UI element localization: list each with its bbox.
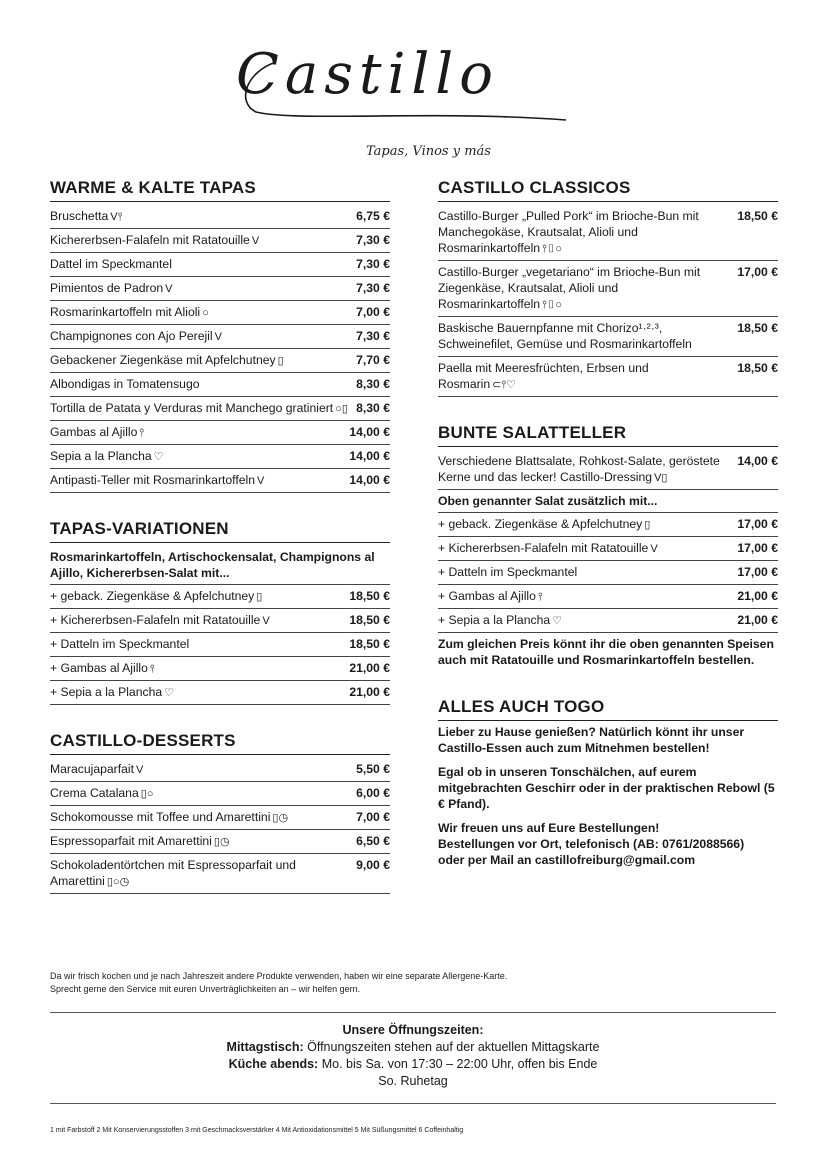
allergen-icons: V [136, 764, 144, 776]
togo-p1: Lieber zu Hause genießen? Natürlich könnt ihr unser Castillo-Essen auch zum Mitnehmen bestellen! [438, 725, 745, 755]
item-name [50, 660, 349, 677]
menu-row [438, 357, 778, 397]
item-price: 17,00 € [737, 517, 778, 531]
salat-intro: Oben genannter Salat zusätzlich mit... [438, 490, 778, 513]
menu-row [50, 373, 390, 397]
left-column [50, 178, 390, 894]
item-name [438, 360, 737, 393]
item-price: 18,50 € [349, 589, 390, 603]
item-name-text: Crema Catalana [50, 786, 139, 800]
allergen-icons: ⫯ [139, 427, 145, 439]
item-price: 7,70 € [356, 353, 390, 367]
item-price: 17,00 € [737, 541, 778, 555]
item-name-text: Maracujaparfait [50, 762, 134, 776]
item-name-text: + geback. Ziegenkäse & Apfelchutney [50, 589, 255, 603]
item-price: 21,00 € [349, 685, 390, 699]
item-name [50, 424, 349, 441]
section-title-variationen: TAPAS-VARIATIONEN [50, 519, 390, 543]
menu-row [50, 585, 390, 609]
allergen-icons: ▯ [277, 355, 284, 367]
logo-word: Castillo [236, 42, 499, 107]
item-price: 8,30 € [356, 377, 390, 391]
item-name-text: Gambas al Ajillo [50, 425, 138, 439]
item-name [438, 612, 737, 629]
section-title-classicos: CASTILLO CLASSICOS [438, 178, 778, 202]
item-price: 7,30 € [356, 281, 390, 295]
item-name-text: Antipasti-Teller mit Rosmarinkartoffeln [50, 473, 256, 487]
item-price: 17,00 € [737, 265, 778, 279]
allergen-icons: V⫯ [110, 211, 123, 223]
item-name [50, 232, 356, 249]
item-price: 14,00 € [737, 454, 778, 468]
item-name-text: Paella mit Meeresfrüchten, Erbsen und Rosmarin [438, 361, 649, 391]
item-price: 21,00 € [737, 613, 778, 627]
section-title-togo: ALLES AUCH TOGO [438, 697, 778, 721]
menu-row [438, 317, 778, 357]
item-price: 7,30 € [356, 329, 390, 343]
allergen-icons: V [650, 543, 658, 555]
menu-row [438, 585, 778, 609]
item-price: 14,00 € [349, 425, 390, 439]
section-title-salat: BUNTE SALATTELLER [438, 423, 778, 447]
item-name [50, 785, 356, 802]
salat-list [438, 513, 778, 633]
item-name [438, 320, 737, 353]
menu-row [50, 205, 390, 229]
togo-email: oder per Mail an castillofreiburg@gmail.com [438, 853, 696, 867]
item-name [50, 352, 356, 369]
allergen-icons: ⫯▯○ [542, 299, 562, 311]
divider-top [50, 1012, 776, 1013]
allergen-icons: V [251, 235, 260, 247]
allergen-icons: ▯ [644, 519, 651, 531]
item-name [50, 857, 356, 890]
menu-row [438, 561, 778, 585]
menu-row [438, 537, 778, 561]
menu-row [438, 609, 778, 633]
item-name-text: Espressoparfait mit Amarettini [50, 834, 212, 848]
menu-row [50, 609, 390, 633]
logo-subtitle: Tapas, Vinos y más [366, 144, 491, 159]
item-name-text: Schokomousse mit Toffee und Amarettini [50, 810, 271, 824]
item-name [50, 280, 356, 297]
item-name [438, 588, 737, 605]
allergen-icons: V▯ [654, 472, 668, 484]
allergen-icons: ♡ [164, 687, 175, 699]
togo-phone: Bestellungen vor Ort, telefonisch (AB: 0761/2088566) [438, 837, 745, 851]
warme-list [50, 205, 390, 493]
desserts-list [50, 758, 390, 894]
item-name [50, 612, 349, 629]
item-price: 9,00 € [356, 858, 390, 872]
item-name [50, 256, 356, 273]
menu-row [50, 854, 390, 894]
menu-row [50, 782, 390, 806]
menu-row [50, 301, 390, 325]
hours-l2-label: Küche abends: [228, 1057, 319, 1071]
divider-bottom [50, 1103, 776, 1104]
item-price: 7,00 € [356, 810, 390, 824]
menu-row [50, 806, 390, 830]
hours-line3: So. Ruhetag [378, 1074, 448, 1088]
item-price: 5,50 € [356, 762, 390, 776]
item-price: 21,00 € [737, 589, 778, 603]
menu-row [438, 450, 778, 490]
allergen-icons: ⊂⫯♡ [492, 379, 517, 391]
item-name [438, 208, 737, 257]
allergen-icons: ♡ [153, 451, 164, 463]
item-price: 18,50 € [737, 361, 778, 375]
item-name-text: Tortilla de Patata y Verduras mit Manchego gratiniert [50, 401, 334, 415]
allergen-icons: V [214, 331, 222, 343]
item-price: 18,50 € [349, 637, 390, 651]
allergen-icons: ▯○ [140, 788, 154, 800]
item-name [50, 400, 356, 417]
allergen-icons: V [257, 475, 265, 487]
menu-row [50, 758, 390, 782]
allergen-icons: ⫯ [537, 591, 543, 603]
item-price: 6,75 € [356, 209, 390, 223]
allergen-icons: V [262, 615, 270, 627]
item-name [50, 684, 349, 701]
item-name [50, 809, 356, 826]
item-name-text: Champignones con Ajo Perejil [50, 329, 213, 343]
allergen-icons: ▯◷ [272, 812, 289, 824]
item-name-text: Kichererbsen-Falafeln mit Ratatouille [50, 233, 250, 247]
hours-title: Unsere Öffnungszeiten: [342, 1023, 484, 1037]
menu-row [50, 681, 390, 705]
togo-p2: Egal ob in unseren Tonschälchen, auf eurem mitgebrachten Geschirr oder in der praktischen Rebowl (5 € Pfand). [438, 765, 775, 811]
item-name [438, 540, 737, 557]
item-name-text: Bruschetta [50, 209, 109, 223]
item-name-text: + Sepia a la Plancha [50, 685, 163, 699]
item-price: 14,00 € [349, 473, 390, 487]
item-name-text: + Kichererbsen-Falafeln mit Ratatouille [50, 613, 261, 627]
togo-p3a: Wir freuen uns auf Eure Bestellungen! [438, 821, 660, 835]
item-name-text: + Gambas al Ajillo [438, 589, 536, 603]
item-name [50, 208, 356, 225]
menu-row [50, 349, 390, 373]
item-name-text: Rosmarinkartoffeln mit Alioli [50, 305, 201, 319]
item-name-text: Dattel im Speckmantel [50, 257, 172, 271]
item-name-text: + Gambas al Ajillo [50, 661, 148, 675]
item-price: 6,50 € [356, 834, 390, 848]
item-name [438, 453, 737, 486]
variationen-intro: Rosmarinkartoffeln, Artischockensalat, Champignons al Ajillo, Kichererbsen-Salat mit... [50, 546, 390, 585]
allergen-icons: V [165, 283, 173, 295]
item-name-text: + Sepia a la Plancha [438, 613, 551, 627]
right-column [438, 178, 778, 876]
allergen-line2: Sprecht gerne den Service mit euren Unverträglichkeiten an – wir helfen gern. [50, 984, 361, 994]
allergen-icons: ▯◷ [213, 836, 230, 848]
hours-l1-text: Öffnungszeiten stehen auf der aktuellen Mittagskarte [303, 1040, 600, 1054]
item-price: 14,00 € [349, 449, 390, 463]
item-name [50, 833, 356, 850]
allergen-icons: ⫯ [149, 663, 155, 675]
item-price: 21,00 € [349, 661, 390, 675]
togo-p3 [438, 820, 778, 868]
item-name-text: Castillo-Burger „vegetariano“ im Brioche-Bun mit Ziegenkäse, Krautsalat, Alioli und Rosmarinkartoffeln [438, 265, 701, 311]
item-name-text: Albondigas in Tomatensugo [50, 377, 200, 391]
item-price: 18,50 € [349, 613, 390, 627]
item-name [50, 448, 349, 465]
classicos-list [438, 205, 778, 397]
menu-row [438, 513, 778, 537]
item-name-text: Pimientos de Padron [50, 281, 164, 295]
allergen-note [50, 970, 507, 996]
item-name [50, 636, 349, 653]
menu-row [50, 469, 390, 493]
section-title-desserts: CASTILLO-DESSERTS [50, 731, 390, 755]
item-name-text: Verschiedene Blattsalate, Rohkost-Salate, geröstete Kerne und das lecker! Castillo-Dressing [438, 454, 720, 484]
item-price: 6,00 € [356, 786, 390, 800]
menu-row [50, 657, 390, 681]
item-name-text: Schokoladentörtchen mit Espressoparfait und Amarettini [50, 858, 296, 888]
item-price: 7,30 € [356, 233, 390, 247]
item-name [50, 328, 356, 345]
item-name [438, 516, 737, 533]
togo-text [438, 724, 778, 868]
item-price: 7,00 € [356, 305, 390, 319]
hours-line1 [50, 1039, 776, 1056]
opening-hours [50, 1022, 776, 1090]
menu-row [438, 261, 778, 317]
item-name [50, 472, 349, 489]
menu-row [50, 633, 390, 657]
footnote: 1 mit Farbstoff 2 Mit Konservierungsstoffen 3 mit Geschmacksverstärker 4 Mit Antioxidationsmittel 5 Mit Süßungsmittel 6 Coffeinhaltig [50, 1127, 464, 1134]
item-name [50, 588, 349, 605]
item-price: 8,30 € [356, 401, 390, 415]
item-name-text: + Datteln im Speckmantel [438, 565, 578, 579]
variationen-list [50, 585, 390, 705]
item-name [438, 564, 737, 581]
allergen-icons: ▯ [256, 591, 263, 603]
item-name-text: Baskische Bauernpfanne mit Chorizo¹·²·³, Schweinefilet, Gemüse und Rosmarinkartoffeln [438, 321, 692, 351]
item-name-text: Gebackener Ziegenkäse mit Apfelchutney [50, 353, 276, 367]
menu-row [50, 397, 390, 421]
item-name-text: Sepia a la Plancha [50, 449, 152, 463]
menu-row [50, 229, 390, 253]
item-price: 18,50 € [737, 209, 778, 223]
allergen-icons: ▯○◷ [106, 876, 130, 888]
item-name-text: + geback. Ziegenkäse & Apfelchutney [438, 517, 643, 531]
allergen-icons: ○ [202, 307, 209, 319]
item-name [50, 304, 356, 321]
allergen-icons: ♡ [552, 615, 563, 627]
item-name [50, 376, 356, 393]
allergen-icons: ⫯▯○ [542, 243, 562, 255]
item-name [50, 761, 356, 778]
menu-row [50, 325, 390, 349]
menu-row [50, 253, 390, 277]
item-name-text: + Kichererbsen-Falafeln mit Ratatouille [438, 541, 649, 555]
castillo-logo [236, 42, 576, 159]
menu-row [50, 830, 390, 854]
item-price: 17,00 € [737, 565, 778, 579]
item-name-text: Castillo-Burger „Pulled Pork“ im Brioche-Bun mit Manchegokäse, Krautsalat, Alioli und Rosmarinkartoffeln [438, 209, 699, 255]
menu-row [50, 445, 390, 469]
allergen-line1: Da wir frisch kochen und je nach Jahreszeit andere Produkte verwenden, haben wir eine separate Allergene-Karte. [50, 971, 508, 981]
hours-line2 [50, 1056, 776, 1073]
menu-row [438, 205, 778, 261]
item-name-text: + Datteln im Speckmantel [50, 637, 190, 651]
item-price: 7,30 € [356, 257, 390, 271]
menu-row [50, 421, 390, 445]
hours-l1-label: Mittagstisch: [226, 1040, 304, 1054]
section-title-warme: WARME & KALTE TAPAS [50, 178, 390, 202]
menu-row [50, 277, 390, 301]
item-name [438, 264, 737, 313]
salat-note: Zum gleichen Preis könnt ihr die oben genannten Speisen auch mit Ratatouille und Rosmarinkartoffeln bestellen. [438, 637, 774, 667]
item-price: 18,50 € [737, 321, 778, 335]
allergen-icons: ○▯ [335, 403, 348, 415]
hours-l2-text: Mo. bis Sa. von 17:30 – 22:00 Uhr, offen bis Ende [318, 1057, 598, 1071]
